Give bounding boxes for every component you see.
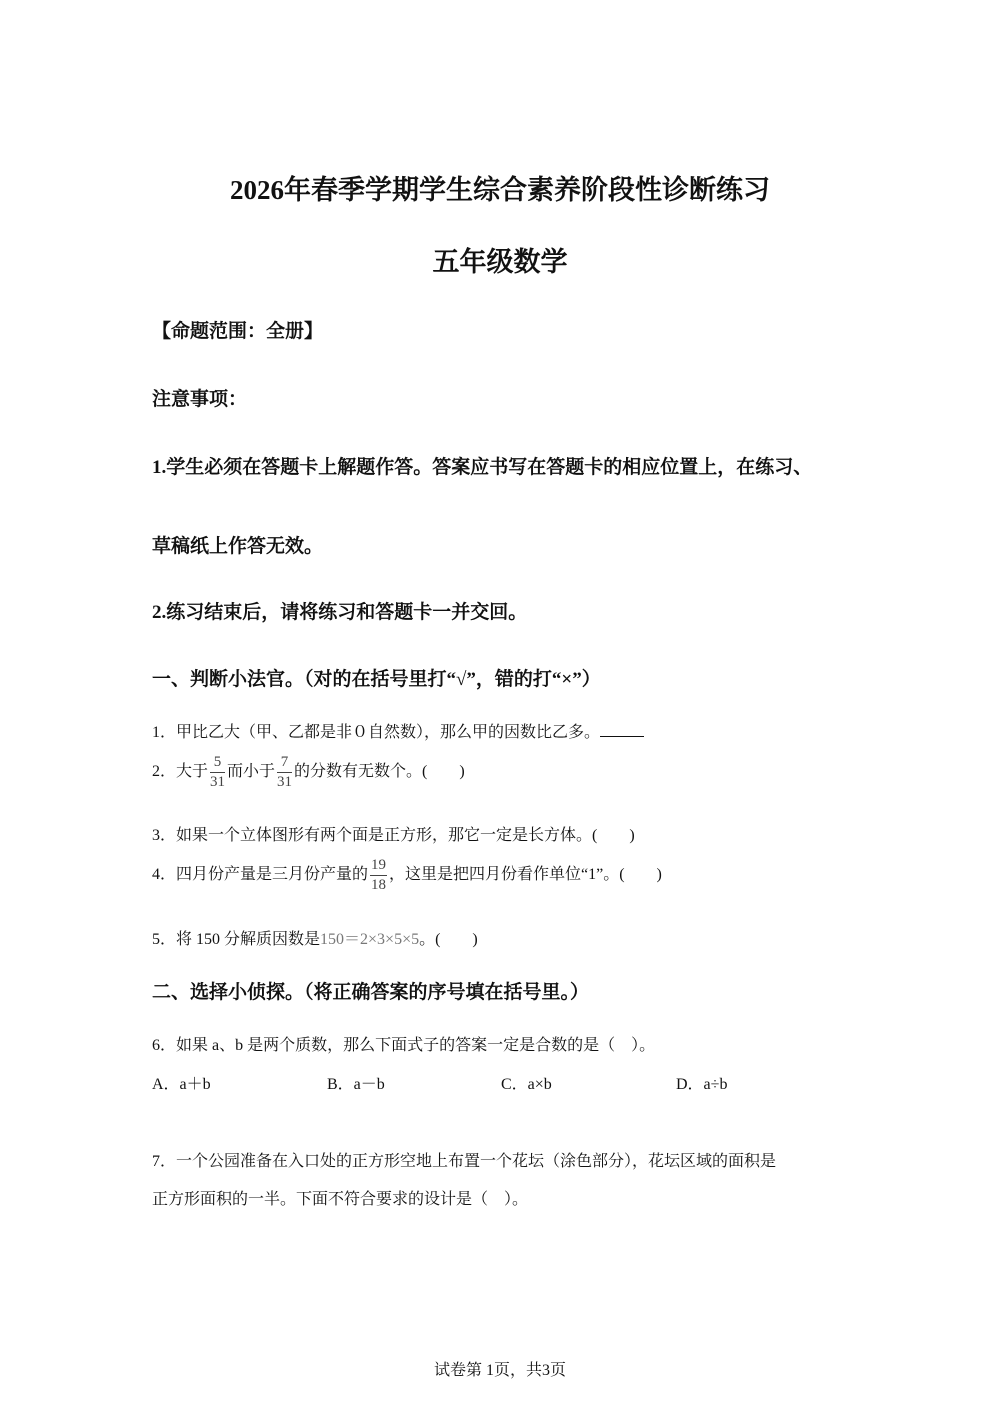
question-7-line-2: 正方形面积的一半。下面不符合要求的设计是（ ）。 bbox=[152, 1191, 529, 1208]
notes-heading: 注意事项： bbox=[152, 389, 248, 410]
fraction-denominator: 18 bbox=[371, 877, 387, 893]
fraction-numerator: 7 bbox=[277, 755, 292, 773]
fraction-19-18 bbox=[370, 858, 387, 893]
fraction-5-31 bbox=[210, 755, 225, 790]
fraction-denominator: 31 bbox=[210, 774, 226, 790]
question-6: 6．如果 a、b 是两个质数，那么下面式子的答案一定是合数的是（ ）。 bbox=[152, 1037, 656, 1054]
page-subtitle: 五年级数学 bbox=[432, 247, 568, 277]
scope-label: 【命题范围：全册】 bbox=[152, 321, 324, 342]
question-7-line-1: 7．一个公园准备在入口处的正方形空地上布置一个花坛（涂色部分），花坛区域的面积是 bbox=[152, 1153, 777, 1170]
section-1-heading: 一、判断小法官。（对的在括号里打“√”，错的打“×”） bbox=[152, 669, 601, 690]
option-b[interactable]: B．a－b bbox=[327, 1076, 385, 1093]
fraction-numerator: 19 bbox=[370, 858, 387, 876]
question-5-pre: 5．将 150 分解质因数是 bbox=[152, 931, 321, 948]
factorization-formula: 150＝2×3×5×5 bbox=[320, 931, 420, 948]
option-c[interactable]: C．a×b bbox=[501, 1076, 552, 1093]
fraction-numerator: 5 bbox=[210, 755, 225, 773]
question-4 bbox=[152, 858, 662, 893]
question-4-pre: 4．四月份产量是三月份产量的 bbox=[152, 866, 369, 884]
note-2: 2.练习结束后，请将练习和答题卡一并交回。 bbox=[152, 602, 528, 623]
question-2 bbox=[152, 755, 465, 790]
fraction-7-31 bbox=[277, 755, 292, 790]
question-2-pre: 2．大于 bbox=[152, 763, 209, 781]
page-title: 2026年春季学期学生综合素养阶段性诊断练习 bbox=[230, 175, 770, 205]
question-5-post: 。( ) bbox=[419, 931, 478, 948]
question-2-mid: 而小于 bbox=[227, 763, 276, 781]
question-3: 3．如果一个立体图形有两个面是正方形，那它一定是长方体。( ) bbox=[152, 827, 635, 844]
question-1-text: 1．甲比乙大（甲、乙都是非０自然数），那么甲的因数比乙多。 bbox=[152, 724, 601, 741]
option-a[interactable]: A．a＋b bbox=[152, 1076, 211, 1093]
section-2-heading: 二、选择小侦探。（将正确答案的序号填在括号里。） bbox=[152, 982, 590, 1003]
fraction-denominator: 31 bbox=[277, 774, 293, 790]
note-1-line-1: 1.学生必须在答题卡上解题作答。答案应书写在答题卡的相应位置上，在练习、 bbox=[152, 457, 813, 478]
question-2-post: 的分数有无数个。( ) bbox=[294, 763, 465, 781]
note-1-line-2: 草稿纸上作答无效。 bbox=[152, 536, 324, 557]
question-4-post: ，这里是把四月份看作单位“1”。( ) bbox=[389, 866, 662, 884]
page-footer: 试卷第 1页，共3页 bbox=[433, 1362, 566, 1379]
option-d[interactable]: D．a÷b bbox=[676, 1076, 728, 1093]
question-5 bbox=[152, 926, 478, 949]
question-1 bbox=[152, 719, 644, 742]
answer-blank bbox=[600, 722, 644, 737]
